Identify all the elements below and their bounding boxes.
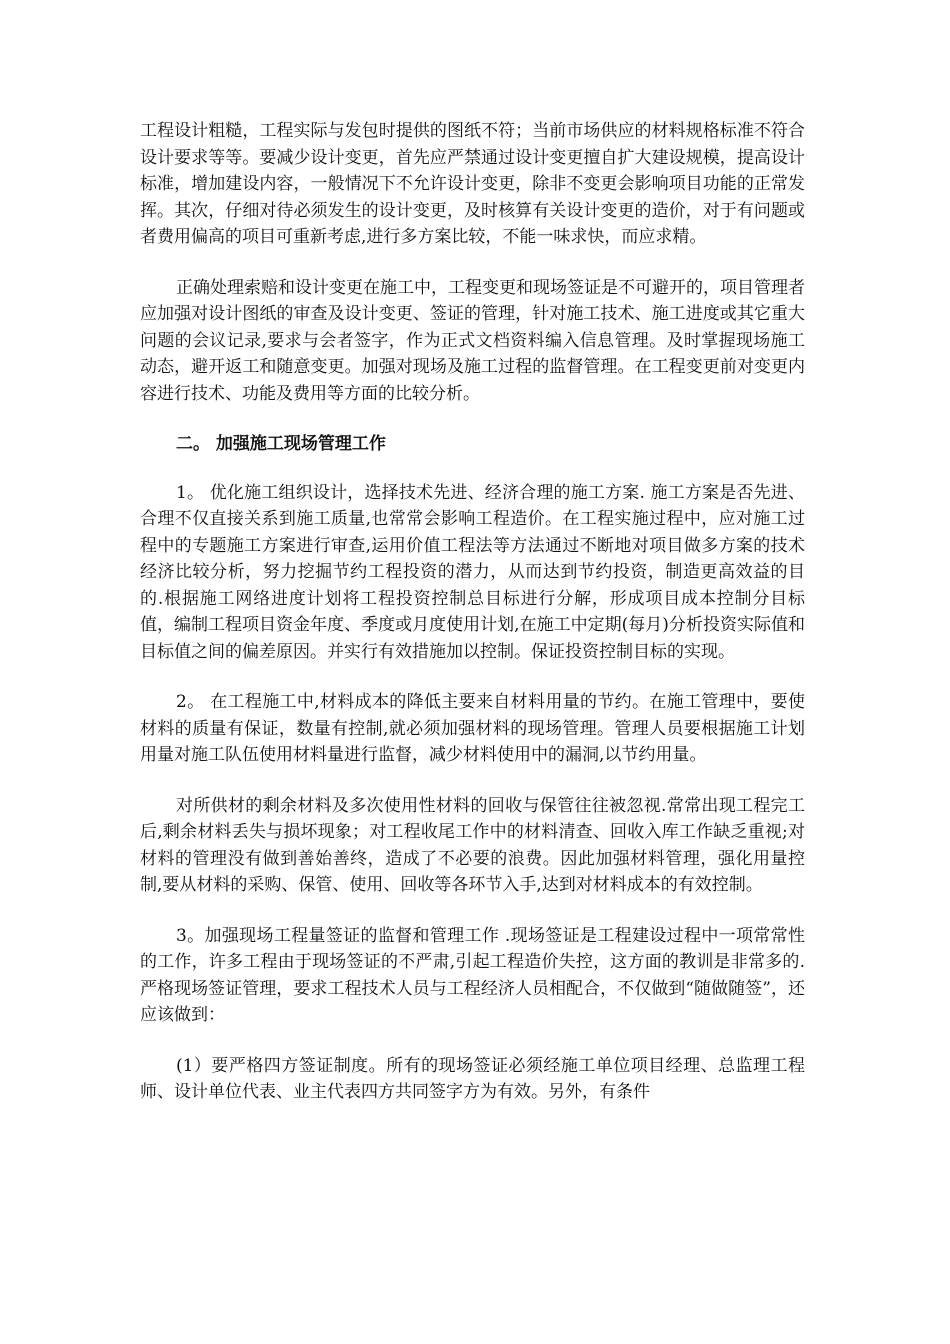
paragraph-claims-and-changes: 正确处理索赔和设计变更在施工中，工程变更和现场签证是不可避开的，项目管理者应加强对设计图纸的审查及设计变更、签证的管理，针对施工技术、施工进度或其它重大问题的会议记录,要求与会者签字，作为正式文档资料编入信息管理。及时掌握现场施工动态，避开返工和随意变更。加强对现场及施工过程的监督管理。在工程变更前对变更内容进行技术、功能及费用等方面的比较分析。 xyxy=(140,277,805,404)
paragraph-item-3-site-visa: 3。加强现场工程量签证的监督和管理工作 .现场签证是工程建设过程中一项常常性的工作，许多工程由于现场签证的不严肃,引起工程造价失控，这方面的教训是非常多的.严格现场签证管理，要求工程技术人员与工程经济人员相配合，不仅做到“随做随签”，还应该做到： xyxy=(140,925,805,1025)
document-body xyxy=(140,118,805,1106)
paragraph-item-1-construction-plan: 1。 优化施工组织设计，选择技术先进、经济合理的施工方案. 施工方案是否先进、合理不仅直接关系到施工质量,也常常会影响工程造价。在工程实施过程中，应对施工过程中的专题施工方案进行审查,运用价值工程法等方法通过不断地对项目做多方案的技术经济比较分析，努力挖掘节约工程投资的潜力，从而达到节约投资，制造更高效益的目的.根据施工网络进度计划将工程投资控制总目标进行分解，形成项目成本控制分目标值，编制工程项目资金年度、季度或月度使用计划,在施工中定期(每月)分析投资实际值和目标值之间的偏差原因。并实行有效措施加以控制。保证投资控制目标的实现。 xyxy=(140,482,805,662)
section-heading-site-management: 二。 加强施工现场管理工作 xyxy=(176,434,386,454)
paragraph-item-2-material-cost: 2。 在工程施工中,材料成本的降低主要来自材料用量的节约。在施工管理中，要使材料的质量有保证，数量有控制,就必须加强材料的现场管理。管理人员要根据施工计划用量对施工队伍使用材料量进行监督，减少材料使用中的漏洞,以节约用量。 xyxy=(140,692,805,765)
paragraph-design-change-continued: 工程设计粗糙，工程实际与发包时提供的图纸不符；当前市场供应的材料规格标准不符合设计要求等等。要减少设计变更，首先应严禁通过设计变更擅自扩大建设规模，提高设计标准，增加建设内容，一般情况下不允许设计变更，除非不变更会影响项目功能的正常发挥。其次，仔细对待必须发生的设计变更，及时核算有关设计变更的造价，对于有问题或者费用偏高的项目可重新考虑,进行多方案比较，不能一味求快，而应求精。 xyxy=(140,121,805,247)
paragraph-material-recovery: 对所供材的剩余材料及多次使用性材料的回收与保管往往被忽视.常常出现工程完工后,剩余材料丢失与损坏现象；对工程收尾工作中的材料清查、回收入库工作缺乏重视;对材料的管理没有做到善始善终，造成了不必要的浪费。因此加强材料管理，强化用量控制,要从材料的采购、保管、使用、回收等各环节入手,达到对材料成本的有效控制。 xyxy=(140,795,805,895)
paragraph-subitem-1-four-party-signature: (1）要严格四方签证制度。所有的现场签证必须经施工单位项目经理、总监理工程师、设计单位代表、业主代表四方共同签字方为有效。另外，有条件 xyxy=(140,1055,805,1102)
